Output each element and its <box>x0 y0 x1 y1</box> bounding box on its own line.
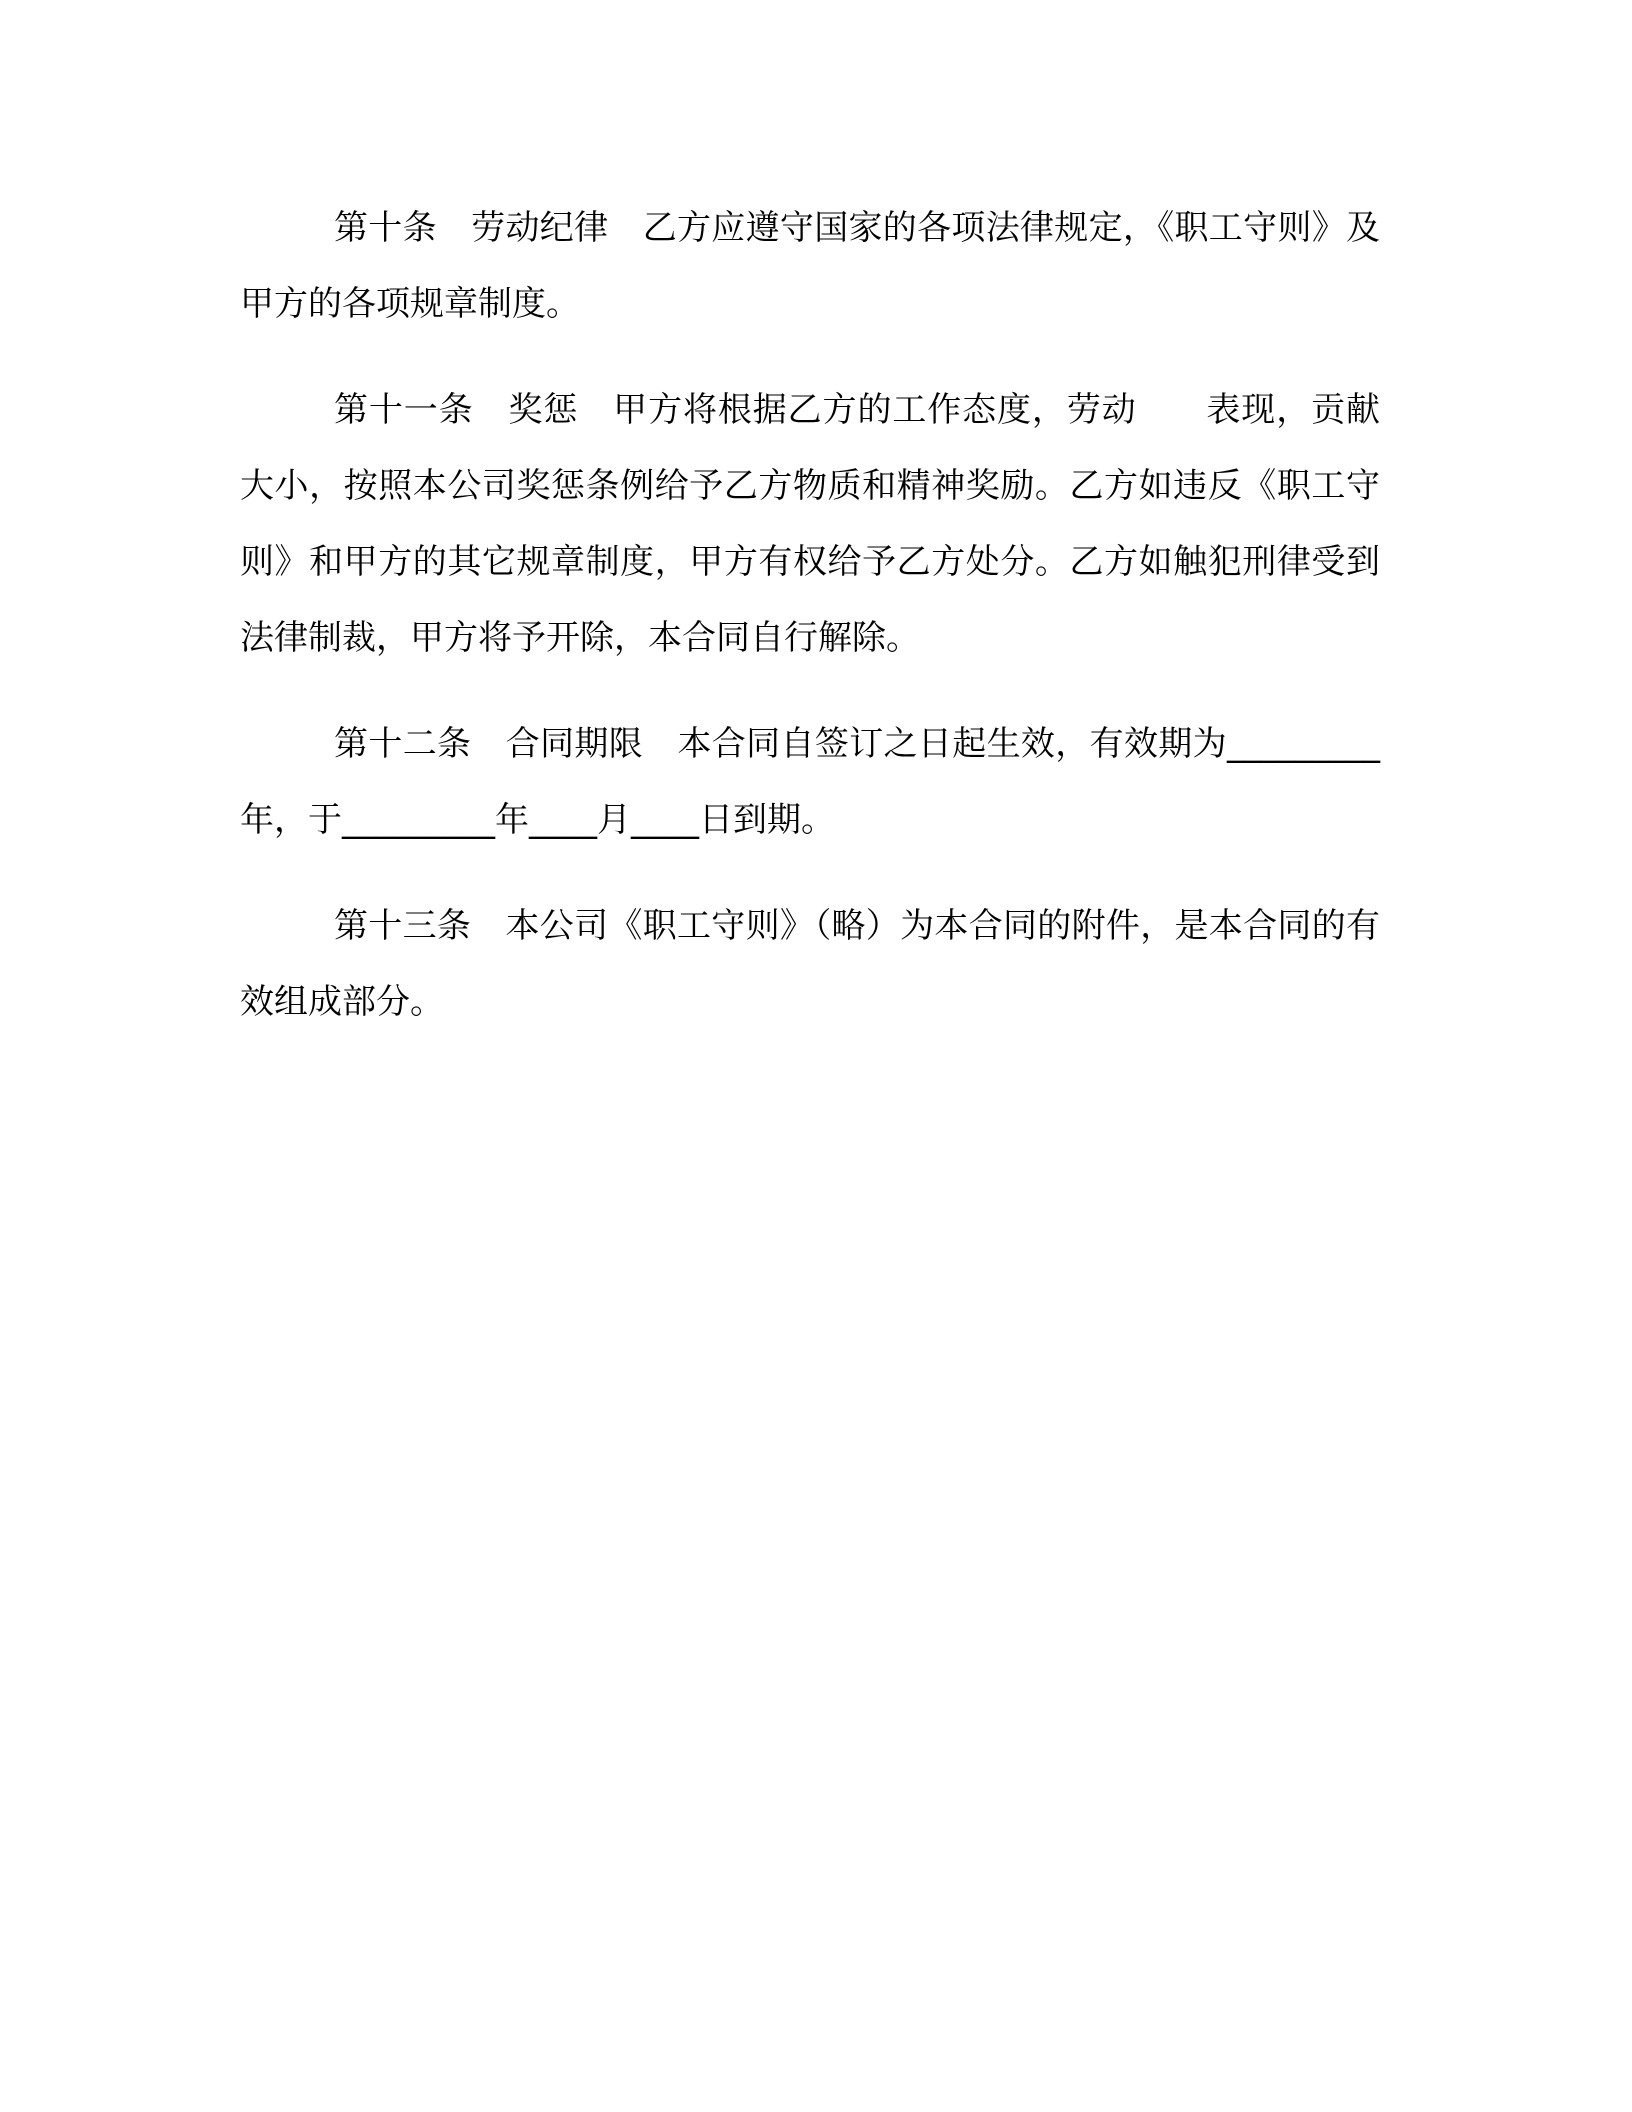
article-11: 第十一条 奖惩 甲方将根据乙方的工作态度，劳动 表现，贡献大小，按照本公司奖惩条例给予乙方物质和精神奖励。乙方如违反《职工守则》和甲方的其它规章制度，甲方有权给予乙方处分。乙方如触犯刑律受到法律制裁，甲方将予开除，本合同自行解除。 <box>240 390 1380 658</box>
article-13: 第十三条 本公司《职工守则》（略）为本合同的附件，是本合同的有效组成部分。 <box>240 906 1380 1022</box>
contract-body <box>240 190 1380 1070</box>
article-12: 第十二条 合同期限 本合同自签订之日起生效，有效期为_________年，于_________年____月____日到期。 <box>240 724 1380 840</box>
article-10: 第十条 劳动纪律 乙方应遵守国家的各项法律规定，《职工守则》及甲方的各项规章制度。 <box>240 208 1380 324</box>
